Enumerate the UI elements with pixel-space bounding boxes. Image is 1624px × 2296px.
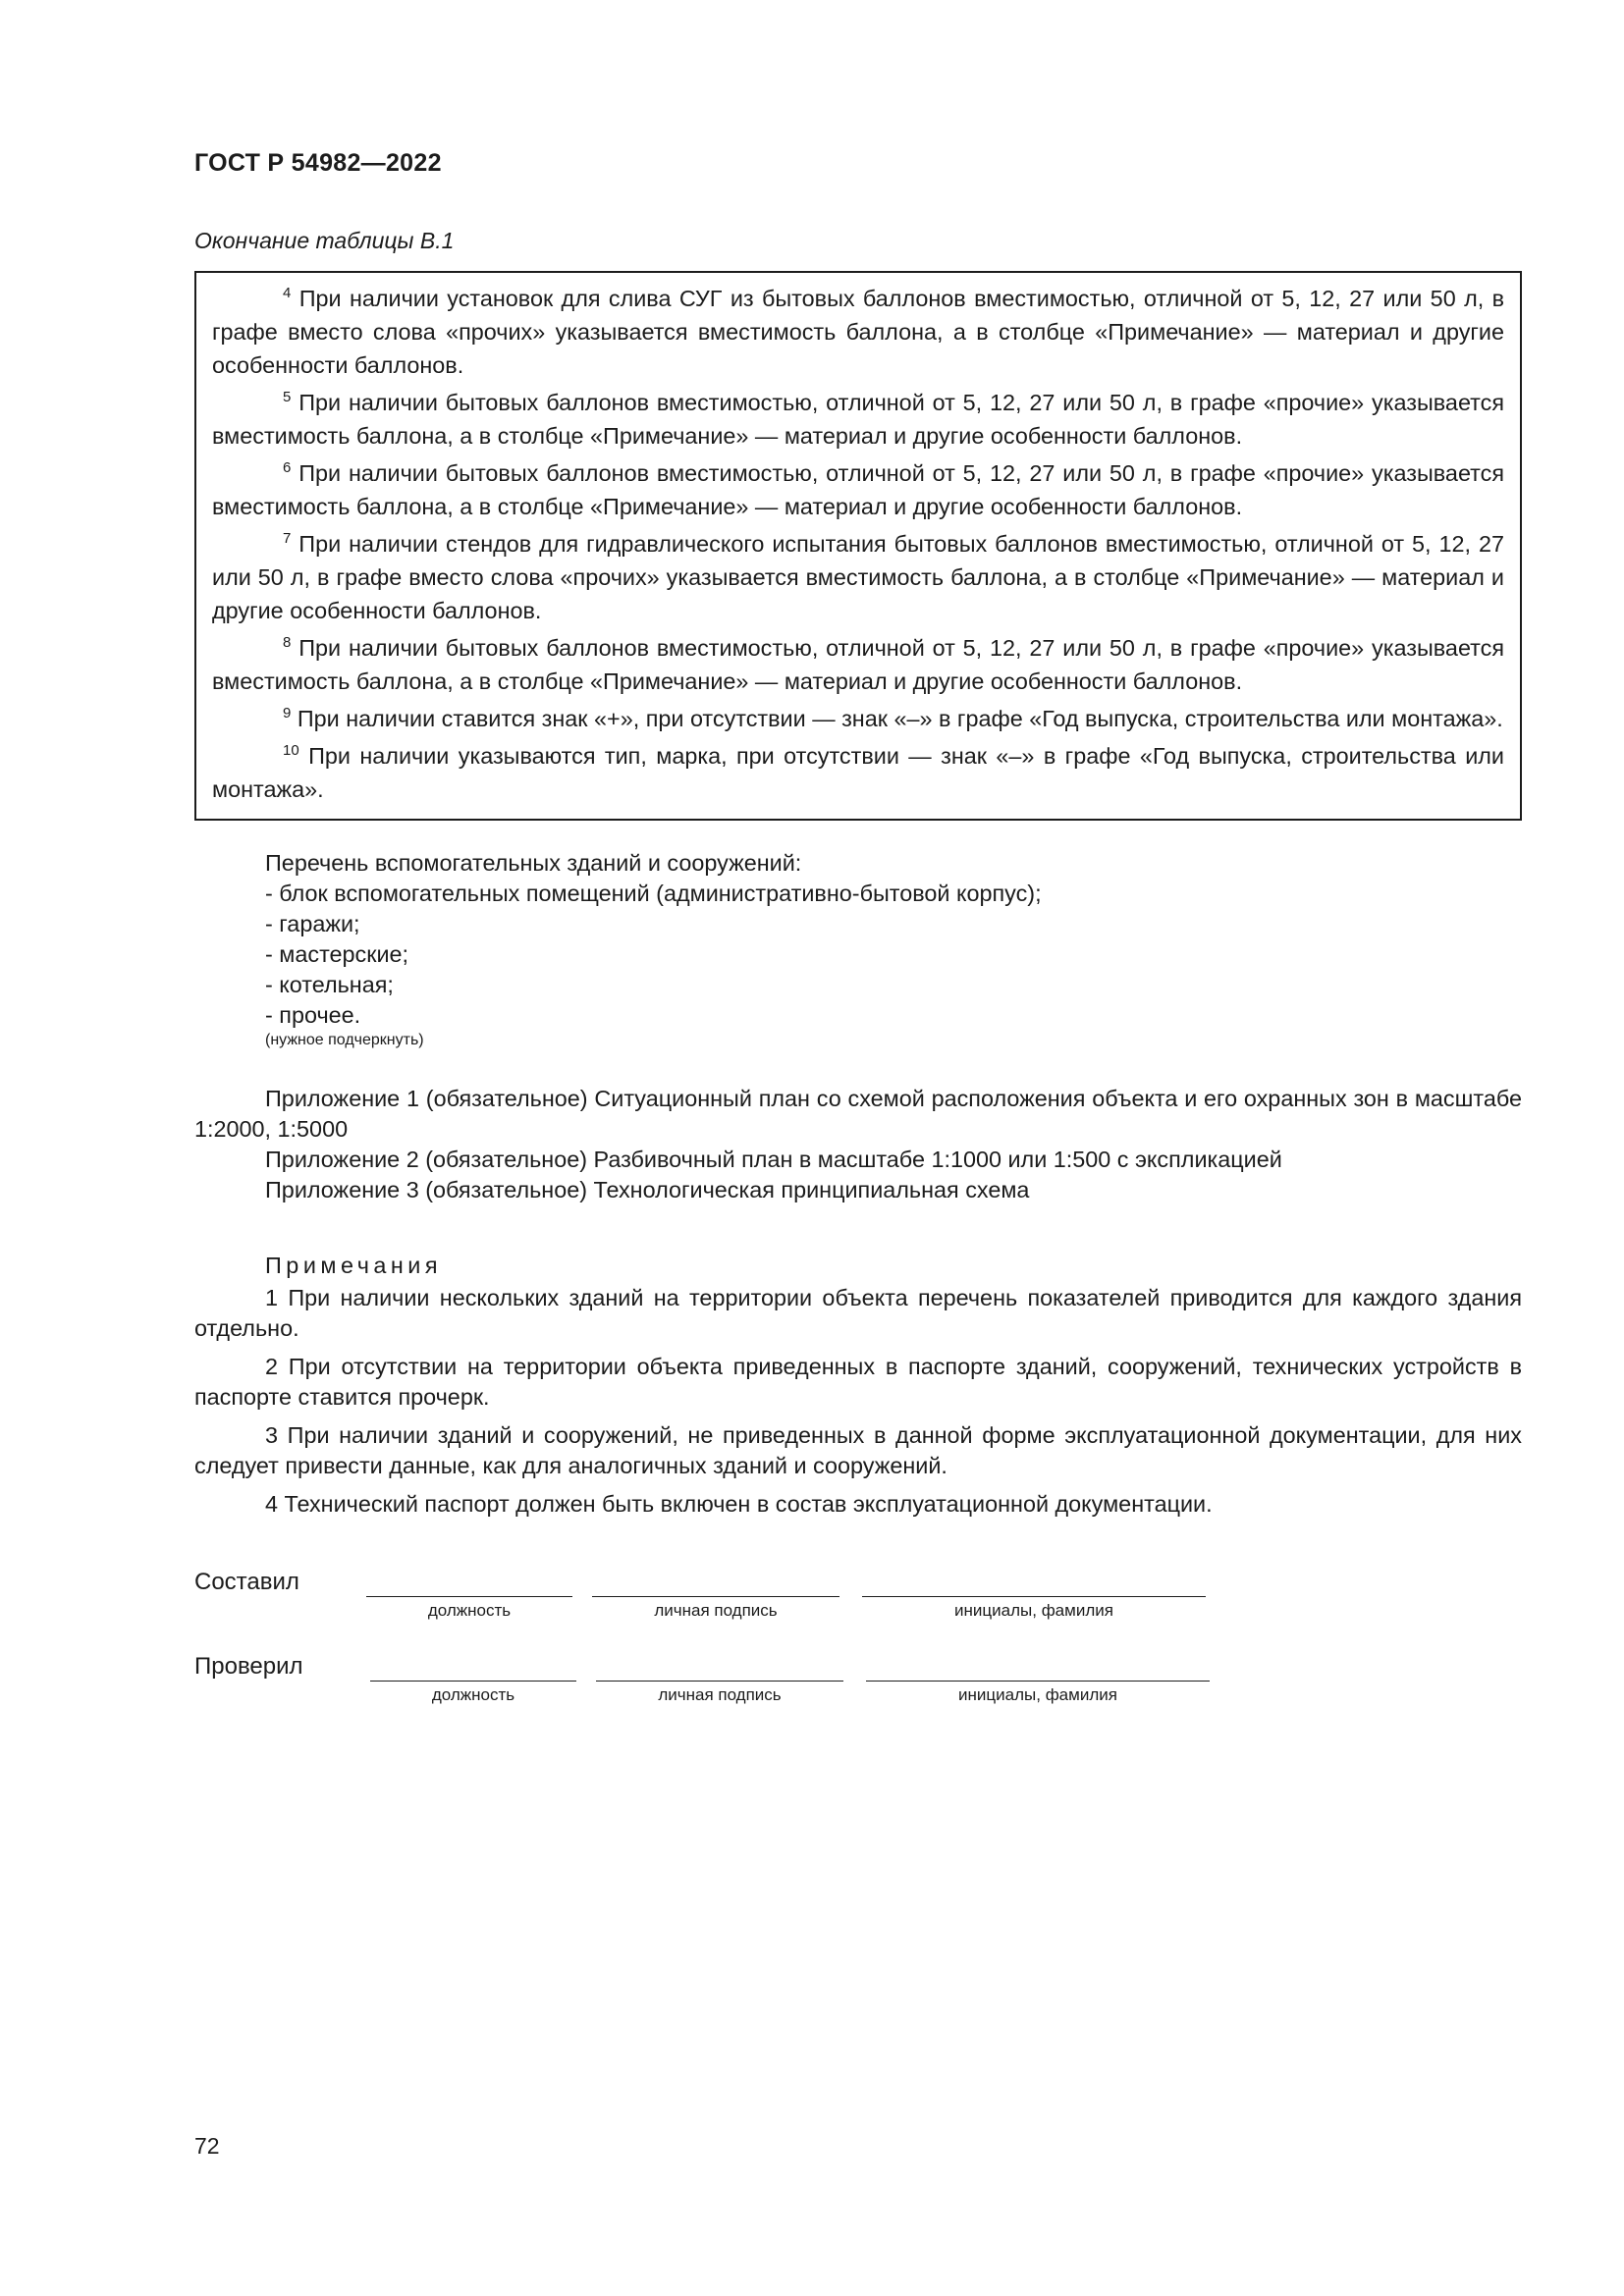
footnote-9 bbox=[212, 702, 1504, 735]
list-item: - мастерские; bbox=[265, 941, 409, 967]
note-item: 4 Технический паспорт должен быть включен в состав эксплуатационной документации. bbox=[265, 1491, 1213, 1517]
footnote-number: 9 bbox=[283, 705, 292, 721]
note-item: 2 При отсутствии на территории объекта приведенных в паспорте зданий, сооружений, технических устройств в паспорте ставится прочерк. bbox=[194, 1354, 1522, 1410]
footnote-text: При наличии бытовых баллонов вместимостью, отличной от 5, 12, 27 или 50 л, в графе «прочие» указывается вместимость баллона, а в столбце «Примечание» — материал и другие особенности баллонов. bbox=[212, 460, 1504, 519]
notes-title: Примечания bbox=[265, 1253, 443, 1278]
list-item: - прочее. bbox=[265, 1002, 361, 1028]
appendix-item: Приложение 3 (обязательное) Технологическая принципиальная схема bbox=[265, 1177, 1030, 1202]
footnote-text: При наличии бытовых баллонов вместимостью, отличной от 5, 12, 27 или 50 л, в графе «прочие» указывается вместимость баллона, а в столбце «Примечание» — материал и другие особенности баллонов. bbox=[212, 390, 1504, 449]
footnote-text: При наличии ставится знак «+», при отсутствии — знак «–» в графе «Год выпуска, строительства или монтажа». bbox=[291, 706, 1503, 731]
signature-label: Составил bbox=[194, 1569, 299, 1595]
footnote-text: При наличии установок для слива СУГ из бытовых баллонов вместимостью, отличной от 5, 12, 27 или 50 л, в графе вместо слова «прочих» указывается вместимость баллона, а в столбце «Примечание» — материал и другие особенности баллонов. bbox=[212, 286, 1504, 378]
signature-field[interactable]: личная подпись bbox=[596, 1681, 843, 1705]
position-field[interactable]: должность bbox=[370, 1681, 576, 1705]
footnote-4 bbox=[212, 282, 1504, 382]
note-item: 1 При наличии нескольких зданий на территории объекта перечень показателей приводится для каждого здания отдельно. bbox=[194, 1285, 1522, 1341]
table-continuation-caption: Окончание таблицы В.1 bbox=[194, 228, 455, 253]
name-field[interactable]: инициалы, фамилия bbox=[862, 1596, 1206, 1621]
footnote-text: При наличии стендов для гидравлического испытания бытовых баллонов вместимостью, отличной от 5, 12, 27 или 50 л, в графе вместо слова «прочих» указывается вместимость баллона, а в столбце «Примечание» — материал и другие особенности баллонов. bbox=[212, 531, 1504, 623]
footnote-number: 7 bbox=[283, 530, 292, 547]
signature-field[interactable]: личная подпись bbox=[592, 1596, 839, 1621]
signature-row-compiled bbox=[194, 1569, 1274, 1618]
position-field[interactable]: должность bbox=[366, 1596, 572, 1621]
footnote-8 bbox=[212, 631, 1504, 698]
page-number: 72 bbox=[194, 2133, 220, 2159]
underline-instruction-note: (нужное подчеркнуть) bbox=[265, 1032, 424, 1048]
footnote-text: При наличии указываются тип, марка, при отсутствии — знак «–» в графе «Год выпуска, строительства или монтажа». bbox=[212, 743, 1504, 802]
footnote-number: 8 bbox=[283, 634, 292, 651]
note-item: 3 При наличии зданий и сооружений, не приведенных в данной форме эксплуатационной документации, для них следует привести данные, как для аналогичных зданий и сооружений. bbox=[194, 1422, 1522, 1478]
list-item: - гаражи; bbox=[265, 911, 360, 936]
appendix-item: Приложение 1 (обязательное) Ситуационный план со схемой расположения объекта и его охранных зон в масштабе 1:2000, 1:5000 bbox=[194, 1086, 1522, 1142]
footnote-number: 6 bbox=[283, 459, 292, 476]
footnote-5 bbox=[212, 386, 1504, 453]
auxiliary-buildings-list bbox=[265, 848, 1042, 1050]
appendix-item: Приложение 2 (обязательное) Разбивочный план в масштабе 1:1000 или 1:500 с экспликацией bbox=[265, 1147, 1282, 1172]
footnote-text: При наличии бытовых баллонов вместимостью, отличной от 5, 12, 27 или 50 л, в графе «прочие» указывается вместимость баллона, а в столбце «Примечание» — материал и другие особенности баллонов. bbox=[212, 635, 1504, 694]
footnote-6 bbox=[212, 456, 1504, 523]
document-code-header: ГОСТ Р 54982—2022 bbox=[194, 149, 442, 177]
list-title: Перечень вспомогательных зданий и сооружений: bbox=[265, 850, 802, 876]
footnote-number: 5 bbox=[283, 389, 292, 405]
list-item: - котельная; bbox=[265, 972, 394, 997]
footnote-10 bbox=[212, 739, 1504, 806]
table-footnotes-box bbox=[194, 271, 1522, 821]
footnote-number: 10 bbox=[283, 742, 299, 759]
footnote-number: 4 bbox=[283, 285, 292, 301]
list-item: - блок вспомогательных помещений (административно-бытовой корпус); bbox=[265, 881, 1042, 906]
signature-label: Проверил bbox=[194, 1653, 303, 1680]
name-field[interactable]: инициалы, фамилия bbox=[866, 1681, 1210, 1705]
signature-row-checked bbox=[194, 1653, 1274, 1702]
notes-section bbox=[194, 1251, 1522, 1527]
appendices-list bbox=[194, 1084, 1522, 1205]
footnote-7 bbox=[212, 527, 1504, 627]
